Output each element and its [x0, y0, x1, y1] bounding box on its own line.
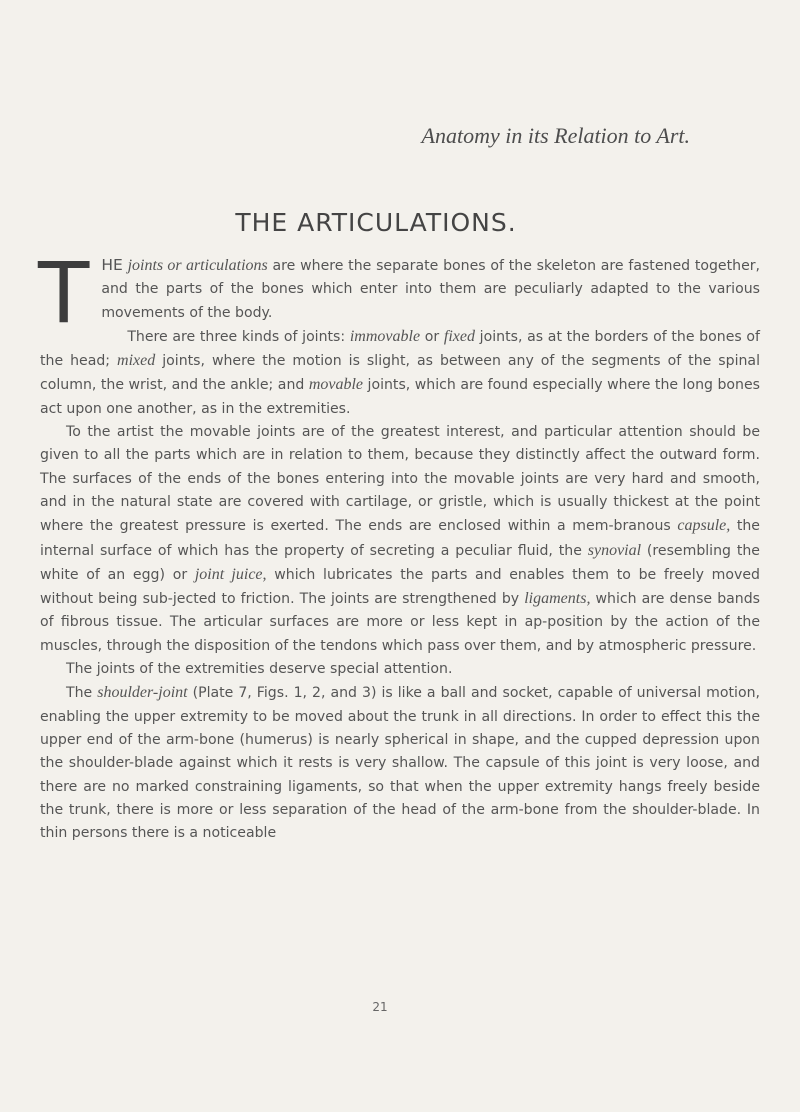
- text-run: The: [66, 685, 98, 702]
- text-run: The joints of the extremities deserve special attention.: [66, 661, 453, 678]
- text-run: which are dense bands of fibrous tissue. The articular surfaces are more or less kept in ap-position by the action of the muscles, through the disposition of the tendons which pass over them, and by atmospheric pressure.: [40, 591, 760, 654]
- term-ligaments: ligaments,: [524, 590, 591, 608]
- term-synovial: synovial: [587, 541, 642, 559]
- text-run: or: [420, 328, 444, 345]
- text-run: are where the separate bones of the skeleton are fastened together, and the parts of the bones which enter into them are peculiarly adapted to the various movements of the body.: [101, 258, 761, 321]
- term-fixed: fixed: [443, 327, 475, 345]
- text-run: joints, as at the borders of the bones of the head;: [40, 328, 760, 370]
- text-run: joints, where the motion is slight, as between any of the segments of the spinal column, the wrist, and the ankle; and: [40, 353, 760, 394]
- term-joints-or-articulations: joints or articulations: [127, 257, 268, 274]
- term-capsule: capsule,: [677, 517, 731, 535]
- term-shoulder-joint: shoulder-joint: [97, 684, 188, 702]
- term-joint-juice: joint juice,: [194, 565, 267, 583]
- paragraph-kinds-of-joints: [40, 325, 760, 421]
- chapter-title: THE ARTICULATIONS.: [235, 208, 517, 237]
- paragraph-movable-joints: [40, 421, 760, 658]
- term-mixed: mixed: [117, 352, 156, 370]
- page-number: 21: [372, 1000, 388, 1014]
- text-run: the internal surface of which has the property of secreting a peculiar fluid, the: [40, 518, 760, 559]
- term-movable: movable: [308, 376, 364, 394]
- running-head: Anatomy in its Relation to Art.: [421, 123, 690, 148]
- term-immovable: immovable: [349, 327, 421, 345]
- text-run: There are three kinds of joints:: [127, 328, 350, 345]
- paragraph-extremities: [40, 658, 760, 681]
- small-caps-lead: HE: [101, 256, 123, 274]
- paragraph-shoulder-joint: [40, 681, 760, 845]
- drop-cap: T: [38, 244, 90, 342]
- text-run: joints, which are found especially where the long bones act upon one another, as in the extremities.: [40, 377, 760, 417]
- text-run: To the artist the movable joints are of the greatest interest, and particular attention should be given to all the parts which are in relation to them, because they distinctly affect the outward form. The surfaces of the ends of the bones entering into the movable joints are very hard and smooth, and in the natural state are covered with cartilage, or gristle, which is usually thickest at the point where the greatest pressure is exerted. The ends are enclosed within a mem-branous: [40, 424, 760, 535]
- text-run: which lubricates the parts and enables them to be freely moved without being sub-jected to friction. The joints are strengthened by: [40, 566, 760, 608]
- text-run: (resembling the white of an egg) or: [40, 542, 760, 583]
- body-text: [38, 244, 761, 845]
- text-run: (Plate 7, Figs. 1, 2, and 3) is like a ball and socket, capable of universal motion, enabling the upper extremity to be moved about the trunk in all directions. In order to effect this the upper end of the arm-bone (humerus) is nearly spherical in shape, and the cupped depression upon the shoulder-blade against which it rests is very shallow. The capsule of this joint is very loose, and there are no marked constraining ligaments, so that when the upper extremity hangs freely beside the trunk, there is more or less separation of the head of the arm-bone from the shoulder-blade. In thin persons there is a noticeable: [40, 685, 760, 842]
